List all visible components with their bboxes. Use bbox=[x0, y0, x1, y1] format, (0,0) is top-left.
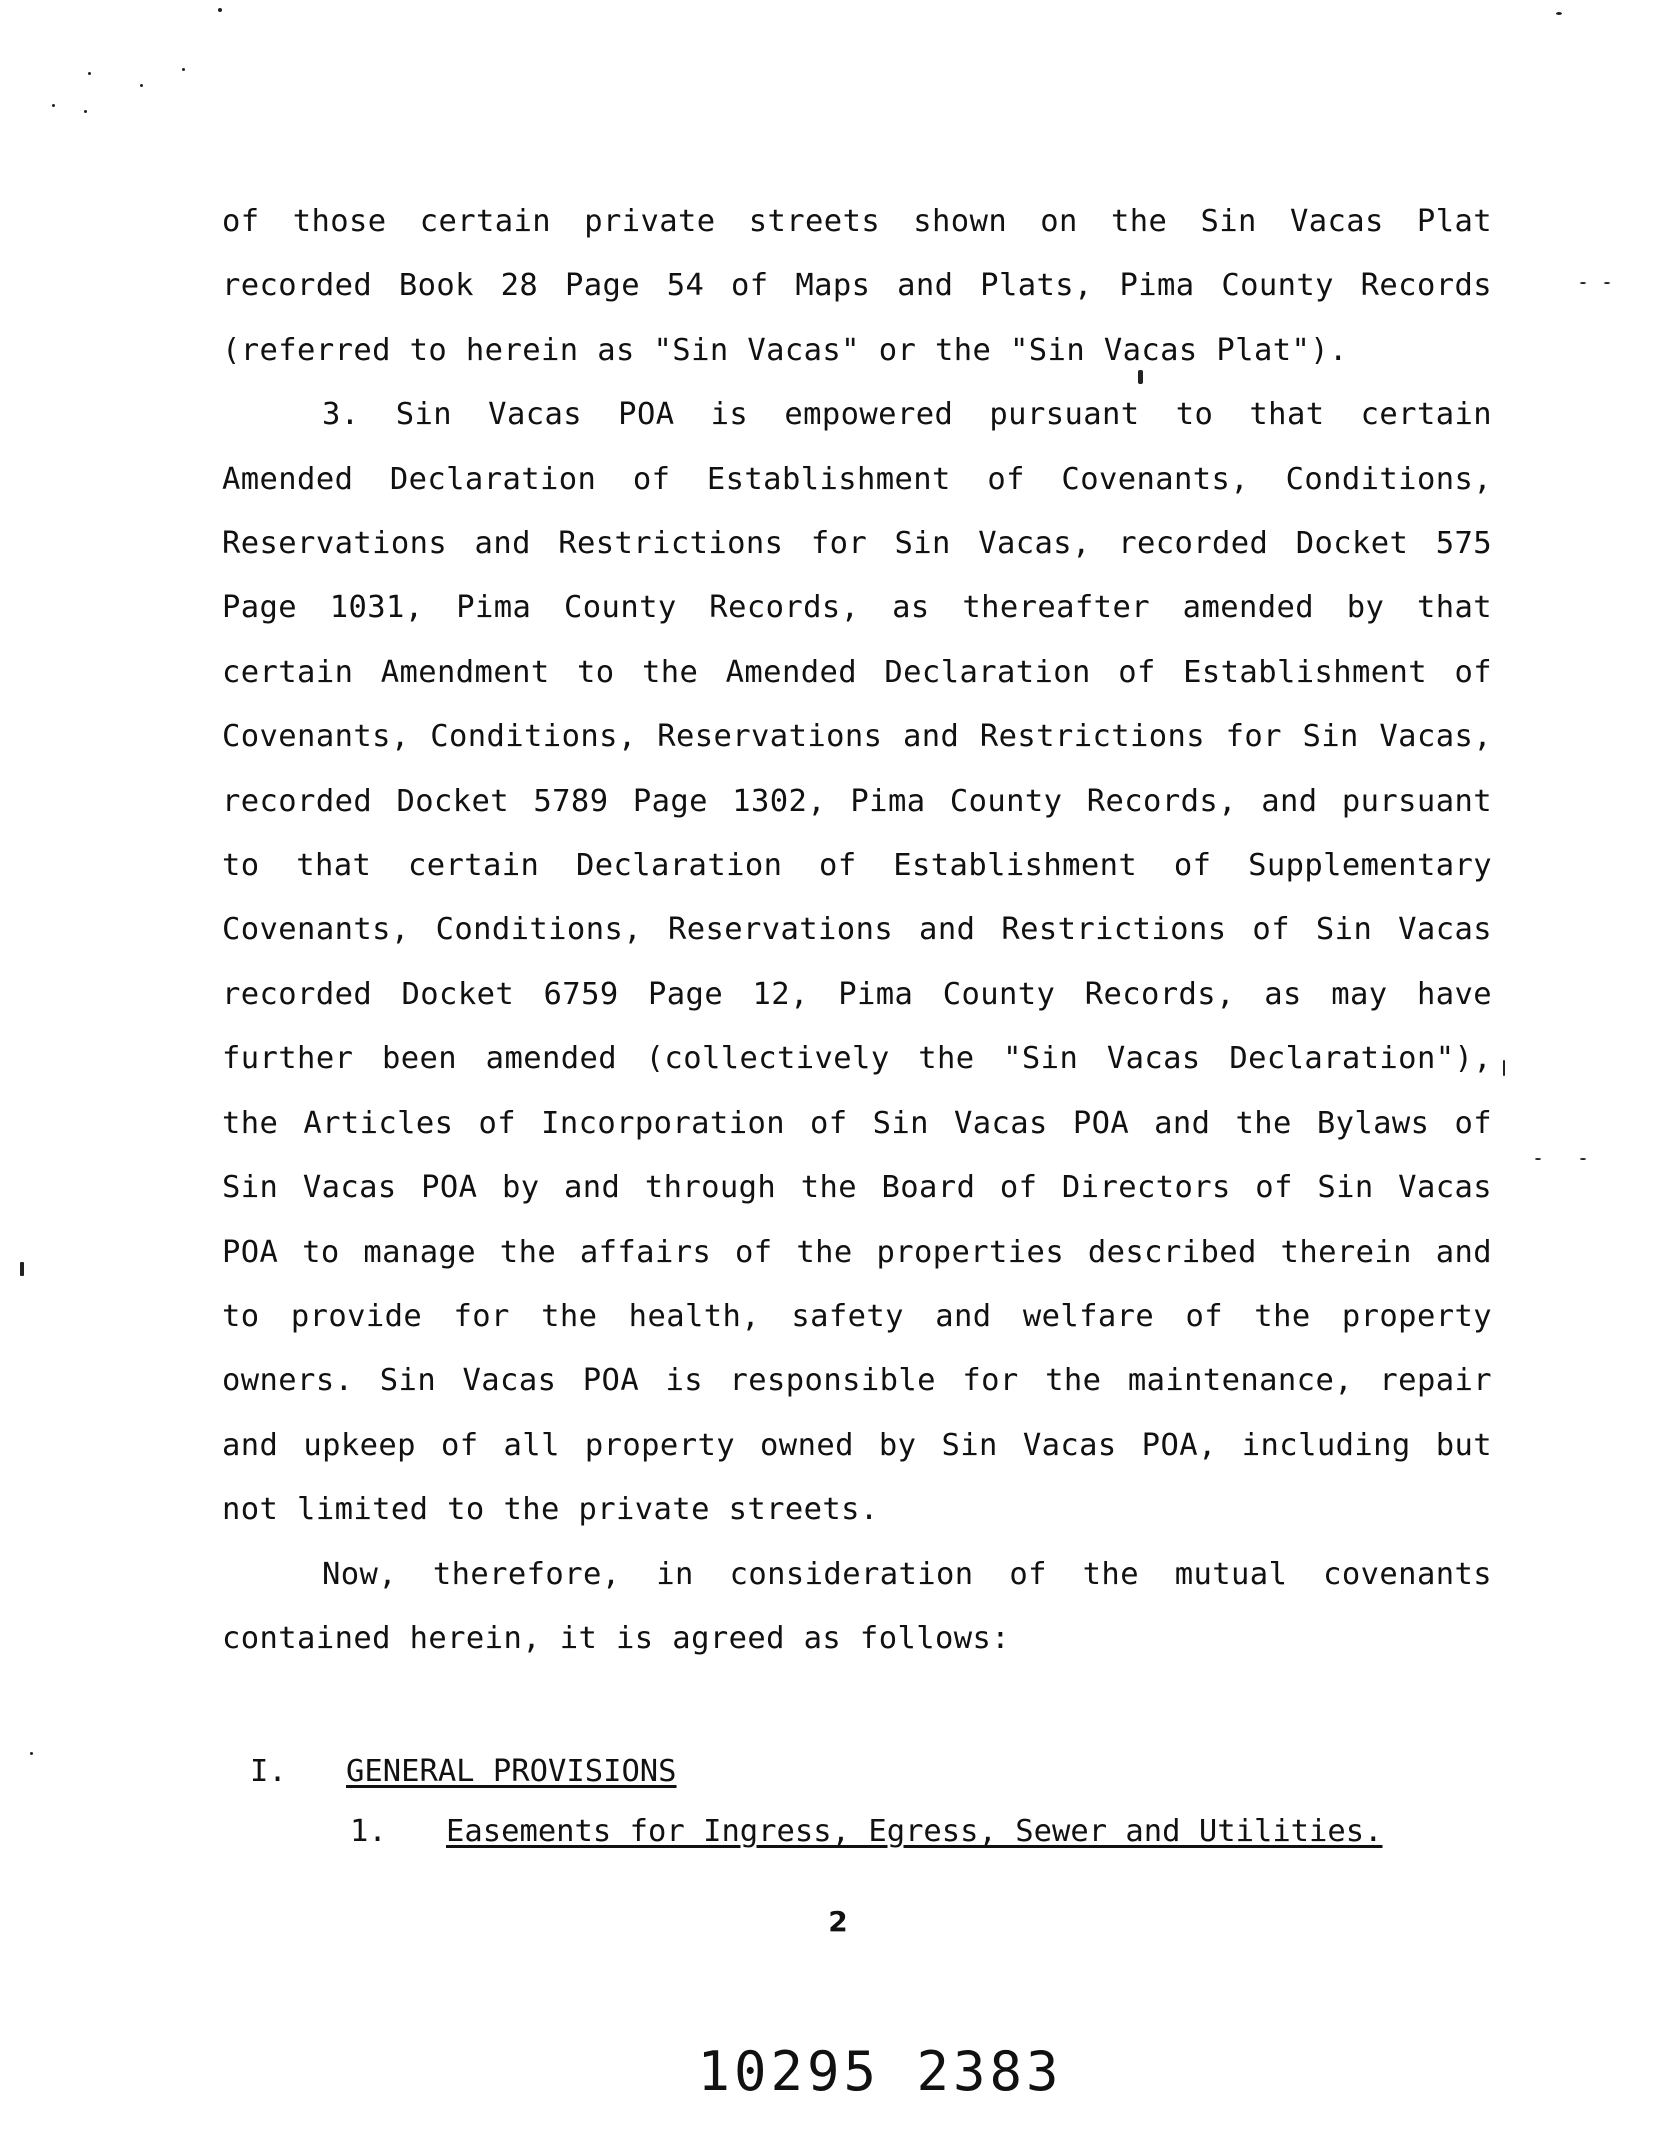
text-line: recorded Docket 6759 Page 12, Pima County Records, as may have bbox=[222, 976, 1492, 1012]
text-line: Sin Vacas POA by and through the Board of Directors of Sin Vacas bbox=[222, 1170, 1492, 1206]
text-line: Covenants, Conditions, Reservations and Restrictions for Sin Vacas, bbox=[222, 719, 1492, 755]
text-line: to that certain Declaration of Establishment of Supplementary bbox=[222, 848, 1492, 884]
text-line: certain Amendment to the Amended Declaration of Establishment of bbox=[222, 654, 1492, 690]
text-line: Covenants, Conditions, Reservations and Restrictions of Sin Vacas bbox=[222, 912, 1492, 948]
text-line: recorded Docket 5789 Page 1302, Pima County Records, and pursuant bbox=[222, 783, 1492, 819]
section-title: GENERAL PROVISIONS bbox=[346, 1754, 677, 1789]
text-line: further been amended (collectively the "Sin Vacas Declaration"), bbox=[222, 1041, 1492, 1077]
subsection-heading bbox=[350, 1812, 1383, 1852]
text-line: the Articles of Incorporation of Sin Vacas POA and the Bylaws of bbox=[222, 1105, 1492, 1141]
scan-speck bbox=[140, 84, 143, 87]
docket-number: 10295 2383 bbox=[697, 2040, 1063, 2103]
scan-speck bbox=[52, 104, 55, 107]
text-line: Reservations and Restrictions for Sin Vacas, recorded Docket 575 bbox=[222, 526, 1492, 562]
body-text bbox=[222, 190, 1492, 1671]
text-line: to provide for the health, safety and welfare of the property bbox=[222, 1298, 1492, 1334]
scan-speck bbox=[84, 110, 87, 113]
page-number: 2 bbox=[828, 1905, 848, 1938]
scan-speck bbox=[20, 1262, 24, 1276]
scan-speck bbox=[30, 1752, 33, 1755]
scan-speck bbox=[1580, 282, 1586, 284]
text-line: of those certain private streets shown on the Sin Vacas Plat bbox=[222, 204, 1492, 239]
text-line: owners. Sin Vacas POA is responsible for the maintenance, repair bbox=[222, 1363, 1492, 1399]
scan-speck bbox=[88, 72, 91, 75]
text-line: recorded Book 28 Page 54 of Maps and Plats, Pima County Records bbox=[222, 268, 1492, 304]
text-line: and upkeep of all property owned by Sin Vacas POA, including but bbox=[222, 1427, 1492, 1463]
scan-speck bbox=[1556, 12, 1562, 15]
scan-speck bbox=[1604, 282, 1610, 284]
section-heading bbox=[250, 1752, 677, 1792]
scan-speck bbox=[1138, 370, 1143, 384]
text-line: POA to manage the affairs of the properties described therein and bbox=[222, 1234, 1492, 1270]
text-line: not limited to the private streets. bbox=[222, 1492, 879, 1528]
scan-speck bbox=[1580, 1158, 1586, 1160]
text-line: 3. Sin Vacas POA is empowered pursuant to that certain bbox=[322, 397, 1492, 433]
scan-speck bbox=[182, 68, 185, 71]
scan-speck bbox=[1503, 1060, 1505, 1076]
subsection-title: Easements for Ingress, Egress, Sewer and Utilities. bbox=[446, 1814, 1383, 1849]
text-line: Page 1031, Pima County Records, as thereafter amended by that bbox=[222, 590, 1492, 626]
section-number: I. bbox=[250, 1754, 287, 1789]
scan-speck bbox=[218, 8, 222, 12]
text-line: Amended Declaration of Establishment of Covenants, Conditions, bbox=[222, 461, 1492, 497]
text-line: contained herein, it is agreed as follows: bbox=[222, 1620, 1011, 1656]
text-line: (referred to herein as "Sin Vacas" or the "Sin Vacas Plat"). bbox=[222, 332, 1348, 368]
text-line: Now, therefore, in consideration of the mutual covenants bbox=[322, 1556, 1492, 1592]
scan-speck bbox=[1535, 1158, 1541, 1160]
subsection-number: 1. bbox=[350, 1814, 387, 1849]
